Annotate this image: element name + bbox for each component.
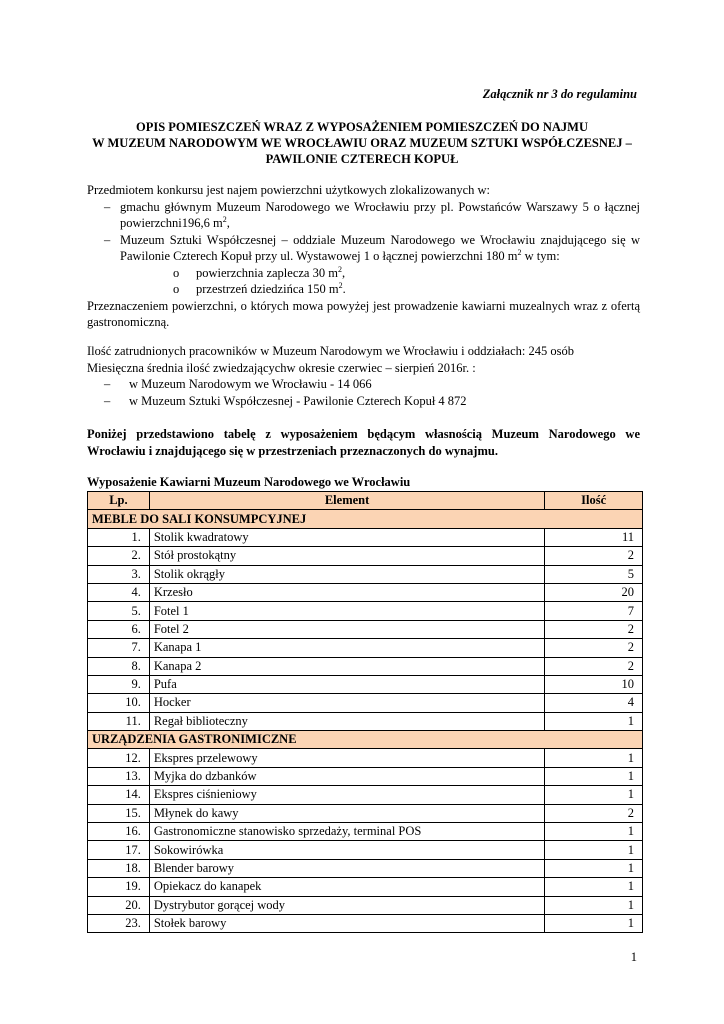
- category-row: [88, 731, 643, 749]
- header-lp: Lp.: [88, 492, 150, 510]
- visitors-item-msw: [87, 393, 640, 410]
- location-item-msw: [87, 232, 640, 265]
- dash-marker: –: [104, 232, 111, 247]
- row-element: Fotel 1: [149, 602, 544, 620]
- table-row: [88, 528, 643, 546]
- row-lp: 17.: [88, 841, 150, 859]
- row-element: Regał biblioteczny: [149, 712, 544, 730]
- row-lp: 11.: [88, 712, 150, 730]
- row-element: Kanapa 1: [149, 639, 544, 657]
- document-title: [60, 119, 664, 167]
- table-title: Wyposażenie Kawiarni Muzeum Narodowego we Wrocławiu: [87, 475, 411, 489]
- row-element: Blender barowy: [149, 859, 544, 877]
- title-line-3: PAWILONIE CZTERECH KOPUŁ: [265, 152, 459, 166]
- row-quantity: 1: [545, 712, 643, 730]
- row-lp: 2.: [88, 547, 150, 565]
- table-intro: Poniżej przedstawiono tabelę z wyposażeniem będącym własnością Muzeum Narodowego we Wrocławiu i znajdującego się w przestrzeniach przeznaczonych do wynajmu.: [87, 427, 640, 458]
- sub-item-backroom: [87, 265, 640, 282]
- row-quantity: 2: [545, 639, 643, 657]
- sub-backroom-tail: ,: [341, 265, 346, 280]
- row-element: Dystrybutor gorącej wody: [149, 896, 544, 914]
- row-element: Gastronomiczne stanowisko sprzedaży, terminal POS: [149, 823, 544, 841]
- table-row: [88, 712, 643, 730]
- row-lp: 1.: [88, 528, 150, 546]
- location-msw-text: Muzeum Sztuki Współczesnej – oddziale Muzeum Narodowego we Wrocławiu znajdującego się w Pawilonie Czterech Kopuł przy ul. Wystawowej 1 o łącznej powierzchni 180 m: [120, 232, 640, 263]
- row-quantity: 1: [545, 841, 643, 859]
- row-lp: 10.: [88, 694, 150, 712]
- row-element: Kanapa 2: [149, 657, 544, 675]
- table-row: [88, 786, 643, 804]
- header-quantity: Ilość: [545, 492, 643, 510]
- table-row: [88, 565, 643, 583]
- circle-bullet-icon: o: [173, 265, 180, 280]
- table-row: [88, 896, 643, 914]
- row-quantity: 1: [545, 859, 643, 877]
- sup-2: 2: [517, 248, 522, 257]
- row-lp: 14.: [88, 786, 150, 804]
- table-row: [88, 859, 643, 877]
- title-line-1: OPIS POMIESZCZEŃ WRAZ Z WYPOSAŻENIEM POMIESZCZEŃ DO NAJMU: [135, 120, 589, 134]
- row-quantity: 2: [545, 804, 643, 822]
- row-element: Myjka do dzbanków: [149, 767, 544, 785]
- row-element: Hocker: [149, 694, 544, 712]
- row-lp: 5.: [88, 602, 150, 620]
- header-element: Element: [149, 492, 544, 510]
- row-lp: 20.: [88, 896, 150, 914]
- row-lp: 13.: [88, 767, 150, 785]
- category-row: [88, 510, 643, 528]
- location-main-text: gmachu głównym Muzeum Narodowego we Wrocławiu przy pl. Powstańców Warszawy 5 o łącznej powierzchni196,6 m: [120, 199, 640, 230]
- employees-text: Ilość zatrudnionych pracowników w Muzeum Narodowym we Wrocławiu i oddziałach: 245 osób: [87, 344, 574, 358]
- sub-courtyard-tail: .: [342, 282, 346, 296]
- row-lp: 16.: [88, 823, 150, 841]
- row-quantity: 2: [545, 547, 643, 565]
- table-row: [88, 694, 643, 712]
- intro-section: [87, 182, 640, 331]
- row-quantity: 11: [545, 528, 643, 546]
- row-quantity: 5: [545, 565, 643, 583]
- row-quantity: 2: [545, 657, 643, 675]
- table-row: [88, 675, 643, 693]
- row-quantity: 1: [545, 914, 643, 932]
- table-row: [88, 639, 643, 657]
- dash-marker: –: [104, 377, 111, 391]
- row-lp: 3.: [88, 565, 150, 583]
- row-lp: 23.: [88, 914, 150, 932]
- purpose-text: Przeznaczeniem powierzchni, o których mowa powyżej jest prowadzenie kawiarni muzealnych wraz z ofertą gastronomiczną.: [87, 298, 640, 329]
- row-quantity: 4: [545, 694, 643, 712]
- visitors-mn-text: w Muzeum Narodowym we Wrocławiu - 14 066: [129, 377, 372, 391]
- row-quantity: 1: [545, 749, 643, 767]
- table-row: [88, 583, 643, 601]
- row-quantity: 1: [545, 786, 643, 804]
- row-element: Ekspres przelewowy: [149, 749, 544, 767]
- row-lp: 7.: [88, 639, 150, 657]
- table-row: [88, 767, 643, 785]
- row-quantity: 10: [545, 675, 643, 693]
- page-number: 1: [630, 950, 637, 964]
- annex-label: Załącznik nr 3 do regulaminu: [482, 87, 637, 101]
- row-quantity: 1: [545, 767, 643, 785]
- title-line-2: W MUZEUM NARODOWYM WE WROCŁAWIU ORAZ MUZEUM SZTUKI WSPÓŁCZESNEJ –: [92, 136, 632, 150]
- table-row: [88, 914, 643, 932]
- location-item-main: [87, 199, 640, 232]
- row-lp: 4.: [88, 583, 150, 601]
- row-quantity: 2: [545, 620, 643, 638]
- row-element: Młynek do kawy: [149, 804, 544, 822]
- sup-2: 2: [222, 215, 227, 224]
- row-element: Stolik okrągły: [149, 565, 544, 583]
- sup-2: 2: [337, 264, 342, 274]
- row-quantity: 1: [545, 896, 643, 914]
- visitors-msw-text: w Muzeum Sztuki Współczesnej - Pawilonie Czterech Kopuł 4 872: [129, 393, 467, 408]
- row-lp: 15.: [88, 804, 150, 822]
- circle-bullet-icon: o: [173, 282, 180, 296]
- row-element: Pufa: [149, 675, 544, 693]
- category-label: URZĄDZENIA GASTRONIMICZNE: [88, 731, 643, 749]
- table-row: [88, 547, 643, 565]
- intro-text: Przedmiotem konkursu jest najem powierzchni użytkowych zlokalizowanych w:: [87, 183, 491, 197]
- table-row: [88, 823, 643, 841]
- table-header-row: [88, 492, 643, 510]
- table-row: [88, 620, 643, 638]
- category-label: MEBLE DO SALI KONSUMPCYJNEJ: [88, 510, 643, 528]
- table-body: [88, 510, 643, 933]
- row-lp: 9.: [88, 675, 150, 693]
- table-row: [88, 804, 643, 822]
- location-main-tail: ,: [226, 216, 230, 230]
- row-lp: 18.: [88, 859, 150, 877]
- equipment-table: [87, 491, 643, 933]
- row-quantity: 1: [545, 878, 643, 896]
- row-quantity: 20: [545, 583, 643, 601]
- row-element: Ekspres ciśnieniowy: [149, 786, 544, 804]
- sub-backroom-text: powierzchnia zaplecza 30 m: [196, 265, 338, 280]
- row-quantity: 7: [545, 602, 643, 620]
- row-element: Stołek barowy: [149, 914, 544, 932]
- row-lp: 19.: [88, 878, 150, 896]
- table-row: [88, 749, 643, 767]
- row-lp: 6.: [88, 620, 150, 638]
- sub-courtyard-text: przestrzeń dziedzińca 150 m: [196, 282, 339, 296]
- stats-section: [87, 343, 640, 409]
- row-element: Fotel 2: [149, 620, 544, 638]
- row-element: Krzesło: [149, 583, 544, 601]
- visitors-item-mn: [87, 376, 640, 393]
- dash-marker: –: [104, 199, 111, 214]
- table-row: [88, 602, 643, 620]
- row-lp: 8.: [88, 657, 150, 675]
- row-element: Stolik kwadratowy: [149, 528, 544, 546]
- row-lp: 12.: [88, 749, 150, 767]
- table-row: [88, 841, 643, 859]
- sub-item-courtyard: [87, 281, 640, 298]
- table-row: [88, 878, 643, 896]
- row-element: Sokowirówka: [149, 841, 544, 859]
- sup-2: 2: [338, 281, 343, 290]
- dash-marker: –: [104, 393, 111, 408]
- table-row: [88, 657, 643, 675]
- row-element: Stół prostokątny: [149, 547, 544, 565]
- row-quantity: 1: [545, 823, 643, 841]
- visitors-text: Miesięczna średnia ilość zwiedzającychw okresie czerwiec – sierpień 2016r. :: [87, 360, 476, 375]
- location-msw-tail: w tym:: [521, 249, 560, 263]
- row-element: Opiekacz do kanapek: [149, 878, 544, 896]
